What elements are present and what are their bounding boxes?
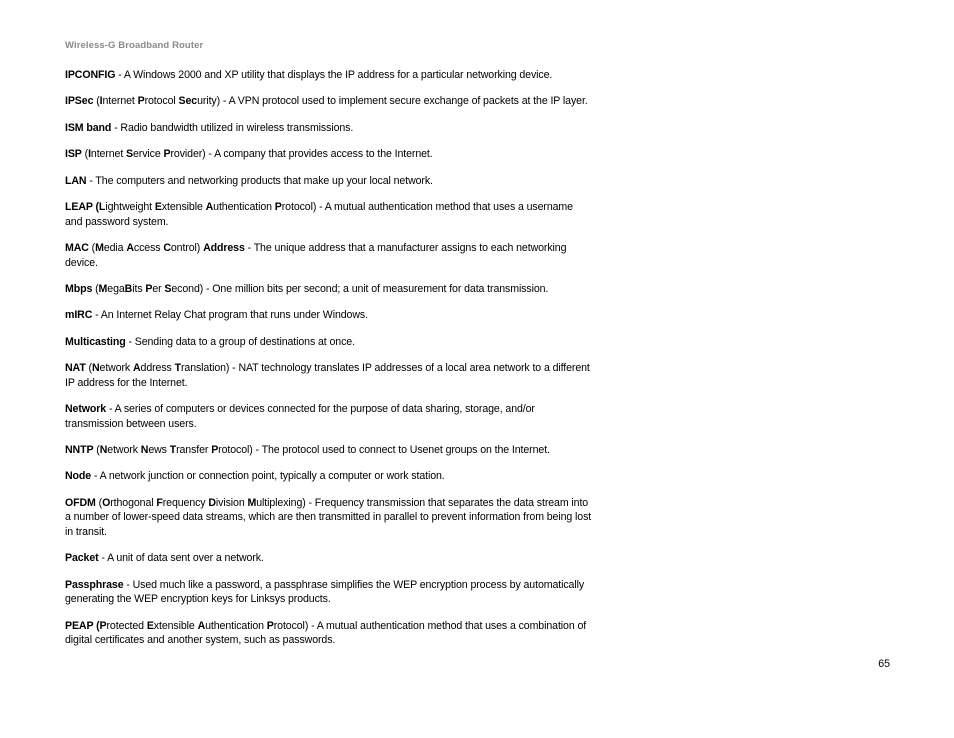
term-text: S	[164, 282, 172, 295]
definition-text: - Sending data to a group of destinations at once.	[125, 335, 355, 348]
definition-text: ervice	[133, 148, 164, 161]
term-text: D	[208, 496, 216, 509]
glossary-entry-ipsec	[65, 94, 593, 109]
definition-text: (	[93, 95, 100, 108]
definition-text: ddress	[140, 362, 175, 375]
term-text: Packet	[65, 552, 99, 565]
glossary-entry-peap	[65, 619, 593, 648]
glossary-entry-nntp	[65, 443, 593, 458]
term-text: P	[274, 200, 282, 213]
definition-text: er	[152, 282, 165, 295]
term-text: P	[163, 148, 171, 161]
definition-text: rotocol) - A mutual authentication method that uses a combination of digital certificates and another system, such as passwords.	[65, 619, 587, 647]
definition-text: etwork	[107, 444, 141, 457]
glossary-entry-mac	[65, 241, 593, 270]
definition-text: ontrol)	[170, 241, 204, 254]
definition-text: ultiplexing) - Frequency transmission that separates the data stream into a number of lower-speed data streams, which are then transmitted in parallel to prevent information from being lost in transit.	[65, 496, 592, 539]
term-text: P	[137, 95, 145, 108]
term-text: O	[102, 496, 111, 509]
definition-text: (	[95, 496, 103, 509]
definition-text: requency	[162, 496, 209, 509]
term-text: E	[154, 200, 162, 213]
term-text: A	[132, 362, 141, 375]
term-text: P	[266, 619, 274, 632]
term-text: Multicasting	[65, 335, 126, 348]
definition-text: nternet	[90, 148, 127, 161]
glossary-entry-leap	[65, 200, 593, 229]
definition-text: - The unique address that a manufacturer assigns to each networking device.	[65, 241, 567, 269]
glossary-entry-network	[65, 402, 593, 431]
definition-text: rthogonal	[110, 496, 157, 509]
definition-text: (	[81, 148, 89, 161]
glossary-entry-ism-band	[65, 121, 593, 136]
term-text: M	[247, 496, 257, 509]
term-text: N	[140, 444, 149, 457]
term-text: LAN	[65, 174, 87, 187]
definition-text: ivision	[215, 496, 248, 509]
definition-text: ews	[148, 444, 170, 457]
definition-text: - A network junction or connection point, typically a computer or work station.	[91, 470, 445, 483]
term-text: OFDM	[65, 496, 96, 509]
definition-text: ega	[107, 282, 125, 295]
term-text: ISM band	[65, 121, 112, 134]
term-text: Address	[203, 241, 245, 254]
glossary-entry-nat	[65, 361, 593, 390]
term-text: B	[124, 282, 133, 295]
running-header: Wireless-G Broadband Router	[65, 40, 204, 51]
definition-text: nternet	[102, 95, 138, 108]
definition-text: rotocol	[144, 95, 179, 108]
definition-text: econd) - One million bits per second; a unit of measurement for data transmission.	[171, 282, 549, 295]
definition-text: (	[93, 444, 100, 457]
term-text: S	[126, 148, 133, 161]
definition-text: - A Windows 2000 and XP utility that displays the IP address for a particular networking device.	[115, 69, 553, 81]
term-text: LEAP (L	[65, 200, 106, 213]
term-text: T	[169, 444, 177, 457]
term-text: A	[126, 241, 134, 254]
definition-text: rotected	[106, 619, 147, 632]
definition-text: ranslation) - NAT technology translates IP addresses of a local area network to a different IP address for the Internet.	[65, 362, 590, 389]
definition-text: - Radio bandwidth utilized in wireless transmissions.	[111, 121, 354, 134]
definition-text: - Used much like a password, a passphrase simplifies the WEP encryption process by automatically generating the WEP encryption keys for Linksys products.	[65, 578, 585, 606]
glossary-entry-mbps	[65, 282, 593, 297]
term-text: A	[197, 619, 206, 632]
term-text: IPCONFIG	[65, 69, 116, 81]
term-text: E	[146, 619, 154, 632]
term-text: I	[99, 95, 103, 108]
definition-text: uthentication	[213, 200, 275, 213]
definition-text: (	[92, 282, 99, 295]
definition-text: xtensible	[161, 200, 206, 213]
glossary-entry-multicasting	[65, 335, 593, 350]
term-text: P	[211, 444, 219, 457]
term-text: P	[145, 282, 153, 295]
term-text: Mbps	[65, 282, 93, 295]
term-text: I	[88, 148, 91, 161]
glossary-list	[65, 68, 593, 660]
glossary-entry-isp	[65, 147, 593, 162]
term-text: ISP	[65, 148, 82, 161]
definition-text: (	[88, 241, 96, 254]
definition-text: urity) - A VPN protocol used to implement secure exchange of packets at the IP layer.	[197, 95, 588, 108]
glossary-entry-packet	[65, 551, 593, 566]
term-text: N	[91, 362, 100, 375]
definition-text: rotocol) - A mutual authentication method that uses a username and password system.	[65, 200, 573, 228]
definition-text: edia	[103, 241, 127, 254]
term-text: M	[95, 241, 104, 254]
definition-text: (	[85, 362, 92, 375]
definition-text: - An Internet Relay Chat program that runs under Windows.	[92, 309, 368, 322]
glossary-entry-node	[65, 469, 593, 484]
term-text: C	[163, 241, 171, 254]
definition-text: xtensible	[153, 619, 198, 632]
definition-text: - The computers and networking products that make up your local network.	[86, 174, 433, 187]
definition-text: ransfer	[176, 444, 212, 457]
term-text: M	[98, 282, 108, 295]
term-text: NNTP	[65, 444, 94, 457]
glossary-entry-lan	[65, 174, 593, 189]
glossary-entry-passphrase	[65, 578, 593, 607]
term-text: F	[156, 496, 163, 509]
term-text: PEAP (P	[65, 619, 107, 632]
definition-text: ightweight	[105, 200, 155, 213]
term-text: Passphrase	[65, 578, 124, 591]
glossary-entry-ipconfig	[65, 68, 593, 83]
term-text: Network	[65, 403, 107, 416]
definition-text: etwork	[99, 362, 133, 375]
term-text: T	[174, 362, 181, 375]
term-text: NAT	[65, 362, 86, 375]
glossary-entry-mirc	[65, 308, 593, 323]
definition-text: - A series of computers or devices connected for the purpose of data sharing, storage, and/or transmission between users.	[65, 403, 535, 430]
definition-text: ccess	[133, 241, 164, 254]
definition-text: uthentication	[205, 619, 267, 632]
term-text: MAC	[65, 241, 89, 254]
term-text: N	[99, 444, 108, 457]
term-text: Node	[65, 470, 92, 483]
term-text: A	[205, 200, 214, 213]
glossary-entry-ofdm	[65, 496, 593, 540]
term-text: IPSec	[65, 95, 94, 108]
definition-text: rovider) - A company that provides access to the Internet.	[170, 148, 433, 161]
definition-text: rotocol) - The protocol used to connect to Usenet groups on the Internet.	[218, 444, 550, 457]
definition-text: its	[132, 282, 146, 295]
term-text: Sec	[178, 95, 198, 108]
definition-text: - A unit of data sent over a network.	[98, 552, 264, 565]
term-text: mIRC	[65, 309, 93, 322]
page-number: 65	[878, 658, 890, 670]
